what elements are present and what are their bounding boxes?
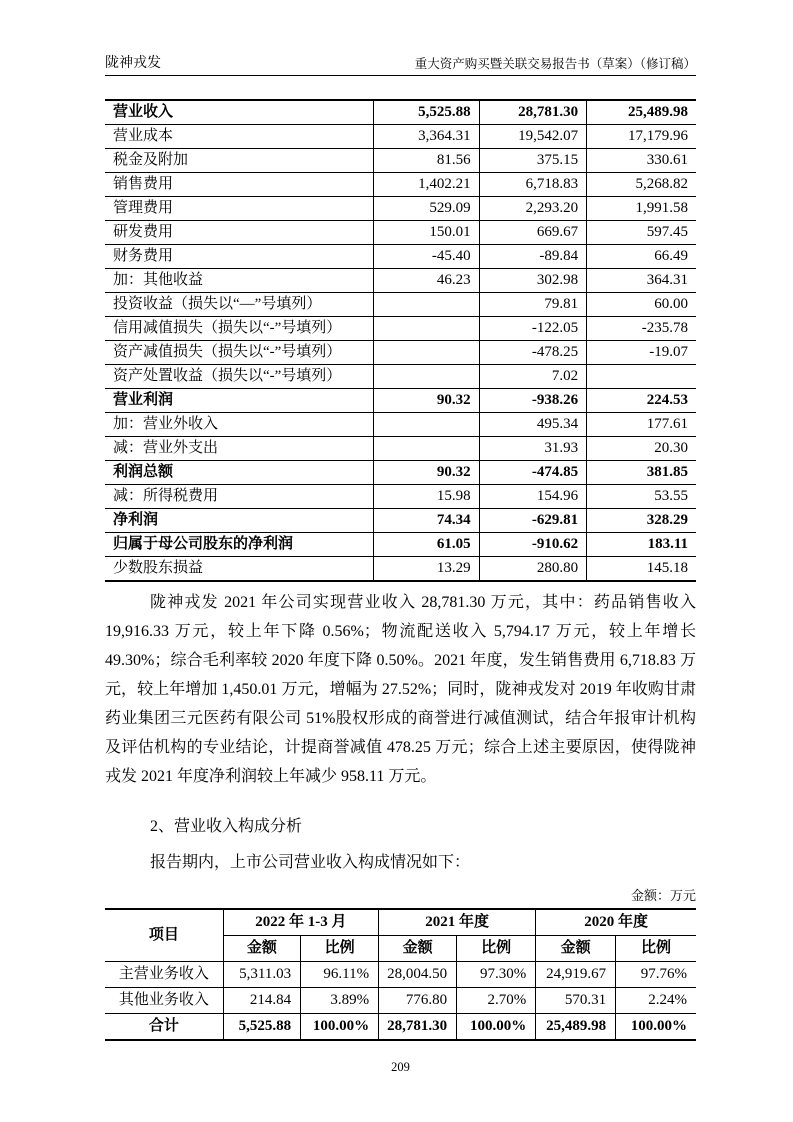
cell-value: -235.78 bbox=[587, 317, 696, 341]
cell-value bbox=[374, 341, 479, 365]
row-label: 管理费用 bbox=[105, 197, 374, 221]
table-row bbox=[105, 173, 696, 197]
row-label: 资产减值损失（损失以“-”号填列） bbox=[105, 341, 374, 365]
cell-value: 570.31 bbox=[536, 988, 616, 1014]
cell-value: 529.09 bbox=[374, 197, 479, 221]
table-row bbox=[105, 221, 696, 245]
revenue-composition-body bbox=[105, 962, 696, 1041]
row-label: 减：所得税费用 bbox=[105, 485, 374, 509]
cell-value: 15.98 bbox=[374, 485, 479, 509]
page-number: 209 bbox=[391, 1060, 410, 1074]
cell-value: 1,402.21 bbox=[374, 173, 479, 197]
row-label: 合计 bbox=[105, 1014, 223, 1041]
table-row bbox=[105, 245, 696, 269]
cell-value: 330.61 bbox=[587, 149, 696, 173]
cell-value: 2.24% bbox=[616, 988, 696, 1014]
cell-value: 224.53 bbox=[587, 389, 696, 413]
cell-value bbox=[374, 413, 479, 437]
cell-value: 5,268.82 bbox=[587, 173, 696, 197]
column-header-period-2020: 2020 年度 bbox=[536, 909, 696, 936]
cell-value: 17,179.96 bbox=[587, 125, 696, 149]
cell-value: 13.29 bbox=[374, 557, 479, 582]
row-label: 加：其他收益 bbox=[105, 269, 374, 293]
table-row bbox=[105, 125, 696, 149]
cell-value: 24,919.67 bbox=[536, 962, 616, 988]
cell-value: 5,525.88 bbox=[374, 100, 479, 125]
column-header-amount: 金额 bbox=[223, 936, 300, 962]
row-label: 投资收益（损失以“—”号填列） bbox=[105, 293, 374, 317]
row-label: 归属于母公司股东的净利润 bbox=[105, 533, 374, 557]
unit-note: 金额：万元 bbox=[630, 888, 696, 903]
cell-value: 19,542.07 bbox=[479, 125, 587, 149]
cell-value: 46.23 bbox=[374, 269, 479, 293]
column-header-item: 项目 bbox=[105, 909, 223, 962]
table-row bbox=[105, 437, 696, 461]
cell-value: 381.85 bbox=[587, 461, 696, 485]
table-row bbox=[105, 1014, 696, 1041]
analysis-paragraph: 陇神戎发 2021 年公司实现营业收入 28,781.30 万元，其中：药品销售收入 19,916.33 万元，较上年下降 0.56%；物流配送收入 5,794.17 万元，较上年增长 49.30%；综合毛利率较 2020 年度下降 0.50%。2021 年度，发生销售费用 6,718.83 万元，较上年增加 1,450.01 万元，增幅为 27.52%；同时，陇神戎发对 2019 年收购甘肃药业集团三元医药有限公司 51%股权形成的商誉进行减值测试，结合年报审计机构及评估机构的专业结论，计提商誉减值 478.25 万元；综合上述主要原因，使得陇神戎发 2021 年度净利润较上年减少 958.11 万元。 bbox=[105, 594, 696, 785]
cell-value: 6,718.83 bbox=[479, 173, 587, 197]
table-row bbox=[105, 533, 696, 557]
cell-value bbox=[587, 365, 696, 389]
cell-value: 25,489.98 bbox=[587, 100, 696, 125]
revenue-composition-table bbox=[105, 908, 696, 1041]
cell-value bbox=[374, 365, 479, 389]
table-row bbox=[105, 269, 696, 293]
table-row bbox=[105, 365, 696, 389]
row-label: 税金及附加 bbox=[105, 149, 374, 173]
column-header-ratio: 比例 bbox=[301, 936, 379, 962]
cell-value: 154.96 bbox=[479, 485, 587, 509]
cell-value: 79.81 bbox=[479, 293, 587, 317]
cell-value: -89.84 bbox=[479, 245, 587, 269]
cell-value: 214.84 bbox=[223, 988, 300, 1014]
cell-value: 53.55 bbox=[587, 485, 696, 509]
intro-line: 报告期内，上市公司营业收入构成情况如下： bbox=[150, 854, 471, 871]
cell-value: -45.40 bbox=[374, 245, 479, 269]
cell-value: 7.02 bbox=[479, 365, 587, 389]
cell-value: 3,364.31 bbox=[374, 125, 479, 149]
row-label: 营业收入 bbox=[105, 100, 374, 125]
row-label: 减：营业外支出 bbox=[105, 437, 374, 461]
cell-value: 776.80 bbox=[379, 988, 457, 1014]
cell-value: 100.00% bbox=[616, 1014, 696, 1041]
cell-value: 150.01 bbox=[374, 221, 479, 245]
row-label: 其他业务收入 bbox=[105, 988, 223, 1014]
cell-value: -629.81 bbox=[479, 509, 587, 533]
header-document-title: 重大资产购买暨关联交易报告书（草案）（修订稿） bbox=[414, 57, 696, 71]
cell-value: 90.32 bbox=[374, 461, 479, 485]
column-header-period-2022: 2022 年 1-3 月 bbox=[223, 909, 378, 936]
cell-value: -19.07 bbox=[587, 341, 696, 365]
cell-value: 31.93 bbox=[479, 437, 587, 461]
section-heading: 2、营业收入构成分析 bbox=[150, 818, 303, 835]
cell-value: -474.85 bbox=[479, 461, 587, 485]
cell-value: -938.26 bbox=[479, 389, 587, 413]
table-row bbox=[105, 557, 696, 582]
cell-value: 145.18 bbox=[587, 557, 696, 582]
cell-value: 3.89% bbox=[301, 988, 379, 1014]
cell-value: 5,311.03 bbox=[223, 962, 300, 988]
table-row bbox=[105, 461, 696, 485]
cell-value: 280.80 bbox=[479, 557, 587, 582]
table-row bbox=[105, 509, 696, 533]
cell-value: 1,991.58 bbox=[587, 197, 696, 221]
cell-value: 597.45 bbox=[587, 221, 696, 245]
row-label: 信用减值损失（损失以“-”号填列） bbox=[105, 317, 374, 341]
cell-value: 302.98 bbox=[479, 269, 587, 293]
row-label: 主营业务收入 bbox=[105, 962, 223, 988]
cell-value: 375.15 bbox=[479, 149, 587, 173]
cell-value: 183.11 bbox=[587, 533, 696, 557]
running-header bbox=[105, 52, 696, 76]
cell-value: 81.56 bbox=[374, 149, 479, 173]
table-row bbox=[105, 197, 696, 221]
column-header-amount: 金额 bbox=[379, 936, 457, 962]
cell-value: 2,293.20 bbox=[479, 197, 587, 221]
cell-value: 495.34 bbox=[479, 413, 587, 437]
cell-value: 100.00% bbox=[457, 1014, 536, 1041]
income-statement-table bbox=[105, 99, 696, 582]
cell-value: 66.49 bbox=[587, 245, 696, 269]
table-row bbox=[105, 389, 696, 413]
row-label: 财务费用 bbox=[105, 245, 374, 269]
cell-value bbox=[374, 437, 479, 461]
table-row bbox=[105, 341, 696, 365]
column-header-amount: 金额 bbox=[536, 936, 616, 962]
table-row bbox=[105, 962, 696, 988]
cell-value: 28,781.30 bbox=[479, 100, 587, 125]
column-header-ratio: 比例 bbox=[616, 936, 696, 962]
row-label: 利润总额 bbox=[105, 461, 374, 485]
table-row bbox=[105, 149, 696, 173]
row-label: 资产处置收益（损失以“-”号填列） bbox=[105, 365, 374, 389]
cell-value: 364.31 bbox=[587, 269, 696, 293]
cell-value: 61.05 bbox=[374, 533, 479, 557]
row-label: 少数股东损益 bbox=[105, 557, 374, 582]
row-label: 营业利润 bbox=[105, 389, 374, 413]
cell-value: -910.62 bbox=[479, 533, 587, 557]
row-label: 净利润 bbox=[105, 509, 374, 533]
table-row bbox=[105, 293, 696, 317]
income-statement-body bbox=[105, 100, 696, 581]
cell-value bbox=[374, 293, 479, 317]
cell-value: 60.00 bbox=[587, 293, 696, 317]
row-label: 加：营业外收入 bbox=[105, 413, 374, 437]
cell-value: 20.30 bbox=[587, 437, 696, 461]
table-row bbox=[105, 485, 696, 509]
cell-value: 2.70% bbox=[457, 988, 536, 1014]
cell-value: 97.30% bbox=[457, 962, 536, 988]
revenue-table-header-row-periods bbox=[105, 909, 696, 936]
table-row bbox=[105, 413, 696, 437]
column-header-period-2021: 2021 年度 bbox=[379, 909, 536, 936]
cell-value: 25,489.98 bbox=[536, 1014, 616, 1041]
cell-value: 28,004.50 bbox=[379, 962, 457, 988]
cell-value bbox=[374, 317, 479, 341]
cell-value: 28,781.30 bbox=[379, 1014, 457, 1041]
table-row bbox=[105, 317, 696, 341]
cell-value: 328.29 bbox=[587, 509, 696, 533]
row-label: 营业成本 bbox=[105, 125, 374, 149]
cell-value: -122.05 bbox=[479, 317, 587, 341]
row-label: 研发费用 bbox=[105, 221, 374, 245]
header-company-name: 陇神戎发 bbox=[105, 56, 161, 71]
cell-value: 74.34 bbox=[374, 509, 479, 533]
cell-value: 100.00% bbox=[301, 1014, 379, 1041]
table-row bbox=[105, 988, 696, 1014]
cell-value: 96.11% bbox=[301, 962, 379, 988]
table-row bbox=[105, 100, 696, 125]
cell-value: 97.76% bbox=[616, 962, 696, 988]
cell-value: 669.67 bbox=[479, 221, 587, 245]
cell-value: 5,525.88 bbox=[223, 1014, 300, 1041]
cell-value: 90.32 bbox=[374, 389, 479, 413]
cell-value: -478.25 bbox=[479, 341, 587, 365]
cell-value: 177.61 bbox=[587, 413, 696, 437]
row-label: 销售费用 bbox=[105, 173, 374, 197]
column-header-ratio: 比例 bbox=[457, 936, 536, 962]
